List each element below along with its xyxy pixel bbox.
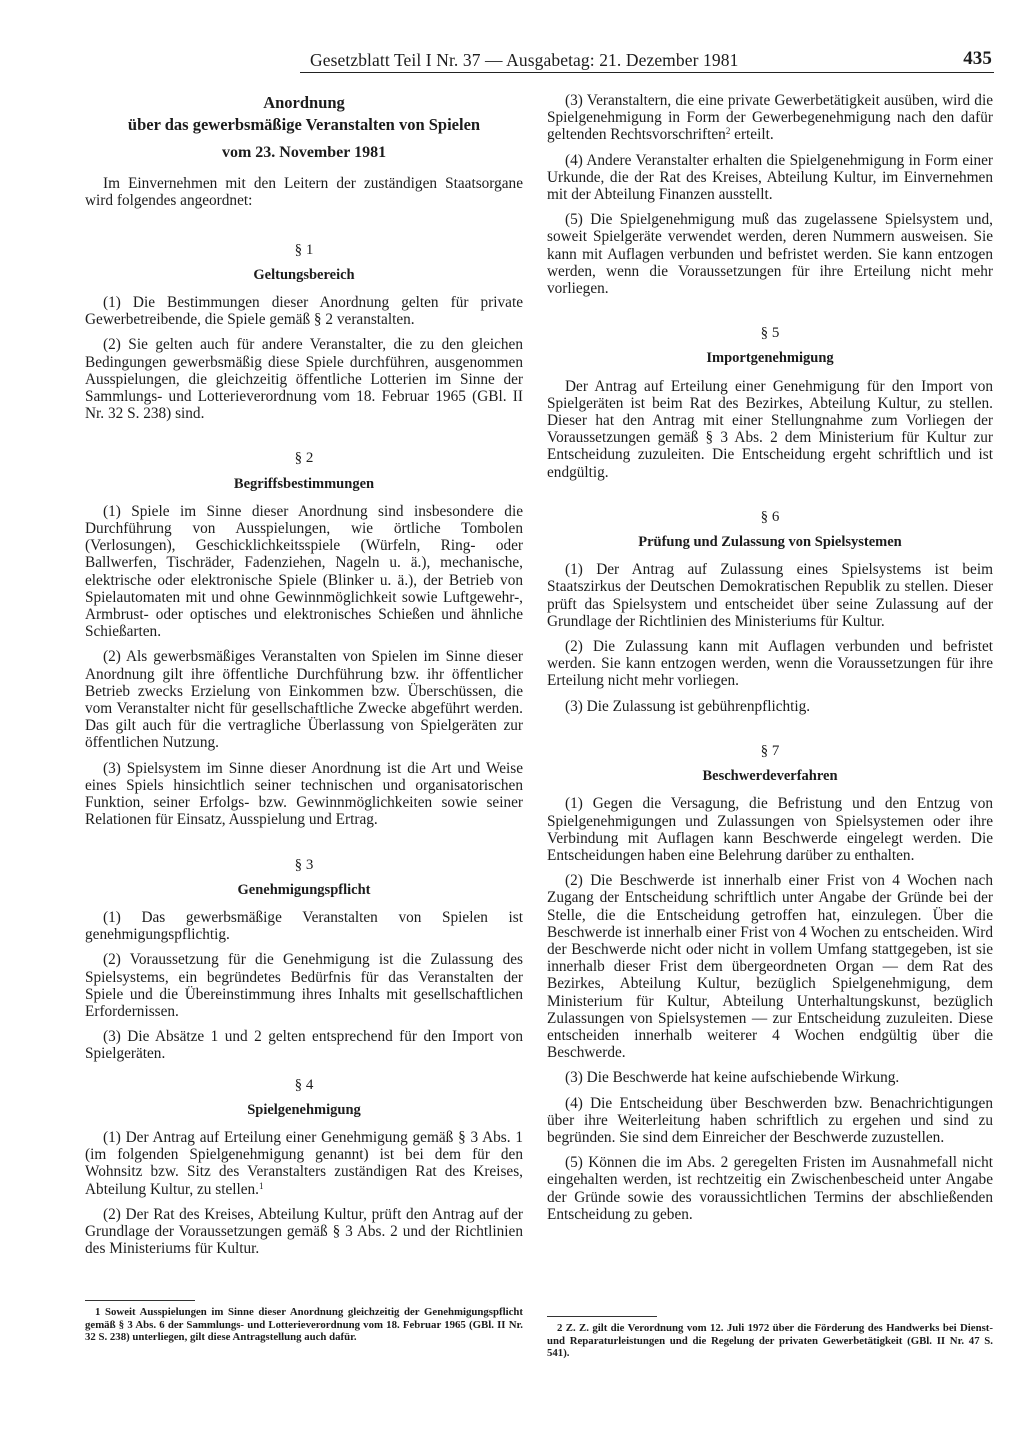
section-5-para-1: Der Antrag auf Erteilung einer Genehmigung für den Import von Spielgeräten ist beim Rat des Bezirkes, Abteilung Kultur, zu stellen. Dieser hat den Antrag mit einer Stellungnahme zum Vorliegen der Voraussetzungen gemäß § 3 Abs. 2 dem Ministerium für Kultur zur Entscheidung zuzuleiten. Die Entscheidung ergeht schriftlich und ist endgültig. xyxy=(547,377,993,481)
document-date: vom 23. November 1981 xyxy=(221,144,387,161)
section-3-title: Genehmigungspflicht xyxy=(237,881,371,898)
page-number: 435 xyxy=(963,48,992,69)
section-4-para-4: (4) Andere Veranstalter erhalten die Spielgenehmigung in Form einer Urkunde, die der Rat des Kreises, Abteilung Kultur, im Einvernehmen mit der Abteilung Finanzen ausstellt. xyxy=(547,151,993,204)
section-4-para-2: (2) Der Rat des Kreises, Abteilung Kultur, prüft den Antrag auf der Grundlage der Voraussetzungen gemäß § 3 Abs. 2 und der Richtlinien des Ministeriums für Kultur. xyxy=(85,1205,523,1258)
footnote-2-text: 2 Z. Z. gilt die Verordnung vom 12. Juli 1972 über die Förderung des Handwerks bei Dienst- und Reparaturleistungen und die Regelung der privaten Gewerbetätigkeit (GBl. II Nr. 47 S. 541). xyxy=(547,1322,993,1359)
left-column xyxy=(85,92,523,1265)
section-1-title: Geltungsbereich xyxy=(253,266,355,283)
footnote-ref-2: 2 xyxy=(725,126,731,137)
section-6-para-1: (1) Der Antrag auf Zulassung eines Spielsystems ist beim Staatszirkus der Deutschen Demokratischen Republik zu stellen. Dieser prüft das Spielsystem und entscheidet über seine Zulassung auf der Grundlage der Richtlinien des Ministeriums für Kultur. xyxy=(547,561,993,630)
section-2-title: Begriffsbestimmungen xyxy=(233,475,375,492)
page-header xyxy=(300,48,1000,70)
section-6-para-2: (2) Die Zulassung kann mit Auflagen verbunden und befristet werden. Sie kann entzogen werden, wenn die Voraussetzungen für ihre Erteilung nicht mehr vorliegen. xyxy=(547,638,993,690)
section-4-para-1 xyxy=(85,1129,523,1198)
section-4-para-1-text: (1) Der Antrag auf Erteilung einer Genehmigung gemäß § 3 Abs. 1 (im folgenden Spielgenehmigung genannt) ist bei dem für den Wohnsitz bzw. Sitz des Veranstalters zuständigen Rat des Kreises, Abteilung Kultur, zu stellen. xyxy=(85,1128,523,1198)
section-4-title: Spielgenehmigung xyxy=(247,1101,361,1118)
section-2-para-2: (2) Als gewerbsmäßiges Veranstalten von Spielen im Sinne dieser Anordnung gilt ihre öffentliche Durchführung bzw. ihr öffentlicher Betrieb zwecks Erzielung von Einkommen bzw. Überschüssen, die vom Veranstalter nicht für gesellschaftliche Zwecke abgeführt werden. Das gilt auch für die vertragliche Überlassung von Spielgeräten zur öffentlichen Nutzung. xyxy=(85,648,523,752)
section-2-number: § 2 xyxy=(294,450,314,467)
section-4-number: § 4 xyxy=(294,1076,314,1093)
footnote-rule-right xyxy=(547,1316,657,1317)
section-4-para-5: (5) Die Spielgenehmigung muß das zugelassene Spielsystem und, soweit Spielgeräte verwendet werden, deren Nummern ausweisen. Sie kann mit Auflagen verbunden und befristet werden. Sie kann entzogen werden, wenn die Voraussetzungen für ihre Erteilung nicht mehr vorliegen. xyxy=(547,211,993,298)
section-4-para-3-end: erteilt. xyxy=(730,126,774,144)
section-4-para-3-text: (3) Veranstaltern, die eine private Gewerbetätigkeit ausüben, wird die Spielgenehmigung in Form der Gewerbegenehmigung nach den dafür geltenden Rechtsvorschriften xyxy=(547,92,993,144)
section-7-para-4: (4) Die Entscheidung über Beschwerden bzw. Benachrichtigungen über ihre Weiterleitung haben schriftlich zu ergehen und sind zu begründen. Sie sind dem Einreicher der Beschwerde zuzustellen. xyxy=(547,1094,993,1146)
section-7-para-1: (1) Gegen die Versagung, die Befristung und den Entzug von Spielgenehmigungen und Zulassungen von Spielsystemen oder ihre Verbindung mit Auflagen kann Beschwerde eingelegt werden. Die Entscheidungen haben eine Belehrung darüber zu enthalten. xyxy=(547,795,993,864)
section-7-number: § 7 xyxy=(760,742,780,759)
document-title-line1: Anordnung xyxy=(263,93,345,112)
section-7-title: Beschwerdeverfahren xyxy=(702,768,838,785)
section-4-para-3 xyxy=(547,92,993,144)
section-6-title: Prüfung und Zulassung von Spielsystemen xyxy=(638,534,902,551)
section-7-para-3: (3) Die Beschwerde hat keine aufschiebende Wirkung. xyxy=(565,1069,900,1087)
section-6-number: § 6 xyxy=(760,508,780,525)
running-head: Gesetzblatt Teil I Nr. 37 — Ausgabetag: 21. Dezember 1981 xyxy=(310,50,739,70)
section-1-para-2: (2) Sie gelten auch für andere Veranstalter, die zu den gleichen Bedingungen gewerbsmäßig diese Spiele durchführen, ausgenommen Ausspielungen, die gleichzeitig öffentliche Lotterien im Sinne der Sammlungs- und Lotterieverordnung vom 18. Februar 1965 (GBl. II Nr. 32 S. 238) sind. xyxy=(85,336,523,423)
section-5-title: Importgenehmigung xyxy=(706,350,834,367)
section-3-para-3: (3) Die Absätze 1 und 2 gelten entsprechend für den Import von Spielgeräten. xyxy=(85,1028,523,1063)
section-1-number: § 1 xyxy=(294,241,314,258)
footnote-2 xyxy=(547,1322,993,1360)
section-7-para-2: (2) Die Beschwerde ist innerhalb einer Frist von 4 Wochen nach Zugang der Entscheidung schriftlich unter Angabe der Gründe bei der Stelle, die die Entscheidung getroffen hat, einzulegen. Über die Beschwerde ist innerhalb einer Frist von 4 Wochen zu entscheiden. Wird der Beschwerde nicht oder nicht in vollem Umfang stattgegeben, ist sie innerhalb dieser Frist dem übergeordneten Organ — dem Rat des Bezirkes, Abteilung Kultur, bezüglich Spielgenehmigung, dem Ministerium für Kultur, Abteilung Unterhaltungskunst, bezüglich Zulassungen von Spielsystemen — zur Entscheidung zuzuleiten. Diese entscheiden innerhalb weiterer 4 Wochen endgültig über die Beschwerde. xyxy=(547,872,993,1062)
section-6-para-3: (3) Die Zulassung ist gebührenpflichtig. xyxy=(565,697,811,715)
document-title-line2: über das gewerbsmäßige Veranstalten von Spielen xyxy=(127,115,481,134)
section-2-para-1: (1) Spiele im Sinne dieser Anordnung sind insbesondere die Durchführung von Ausspielungen, wie örtliche Tombolen (Verlosungen), Geschicklichkeitsspiele (Würfeln, Ring- oder Ballwerfen, Tischräder, Fadenziehen, Nageln u. ä.), mechanische, elektrische oder elektronische Spiele (Blinker u. ä.), der Betrieb von Spielautomaten mit und ohne Gewinnmöglichkeit sowie Luftgewehr-, Armbrust- oder optisches und elektronisches Schießen und ähnliche Schießarten. xyxy=(85,502,523,641)
right-column xyxy=(547,92,993,1231)
section-2-para-3: (3) Spielsystem im Sinne dieser Anordnung ist die Art und Weise eines Spiels hinsichtlich seiner technischen und organisatorischen Funktion, seiner Erfolgs- bzw. Gewinnmöglichkeiten sowie seiner Relationen für Einsatz, Ausspielung und Ertrag. xyxy=(85,759,523,829)
preamble: Im Einvernehmen mit den Leitern der zuständigen Staatsorgane wird folgendes angeordnet: xyxy=(85,175,523,210)
footnote-rule-left xyxy=(85,1300,195,1301)
section-3-number: § 3 xyxy=(294,856,314,873)
header-rule xyxy=(300,72,994,73)
section-3-para-1: (1) Das gewerbsmäßige Veranstalten von Spielen ist genehmigungspflichtig. xyxy=(85,908,523,944)
footnote-ref-1: 1 xyxy=(259,1180,264,1191)
section-1-para-1: (1) Die Bestimmungen dieser Anordnung gelten für private Gewerbetreibende, die Spiele gemäß § 2 veranstalten. xyxy=(85,294,523,329)
section-7-para-5: (5) Können die im Abs. 2 geregelten Fristen im Ausnahmefall nicht eingehalten werden, ist rechtzeitig ein Zwischenbescheid unter Angabe der Gründe sowie des voraussichtlichen Termins der abschließenden Entscheidung zu geben. xyxy=(547,1154,993,1223)
section-5-number: § 5 xyxy=(760,325,780,342)
footnote-1-text: 1 Soweit Ausspielungen im Sinne dieser Anordnung gleichzeitig der Genehmigungspflicht gemäß § 3 Abs. 6 der Sammlungs- und Lotterieverordnung vom 18. Februar 1965 (GBl. II Nr. 32 S. 238) unterliegen, gilt diese Antragstellung auch dafür. xyxy=(85,1306,523,1343)
section-3-para-2: (2) Voraussetzung für die Genehmigung ist die Zulassung des Spielsystems, ein begründetes Bedürfnis für das Veranstalten der Spiele und die Übereinstimmung ihres Inhalts mit gesellschaftlichen Erfordernissen. xyxy=(85,951,523,1020)
footnote-1 xyxy=(85,1306,523,1344)
